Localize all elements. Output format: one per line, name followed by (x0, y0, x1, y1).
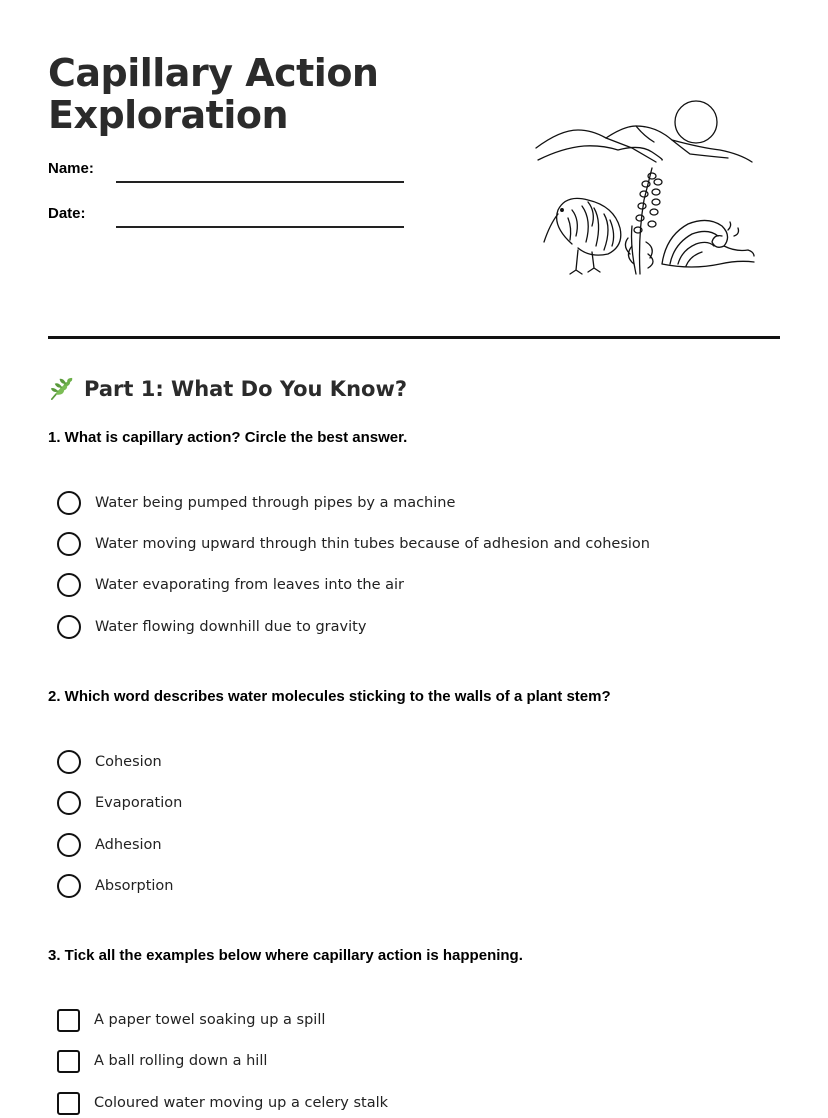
option-label: Water flowing downhill due to gravity (95, 619, 367, 635)
q2-option-2[interactable] (57, 790, 182, 816)
date-field[interactable] (116, 226, 404, 228)
q2-option-3[interactable] (57, 832, 162, 858)
part-1-heading (48, 374, 407, 404)
q3-option-2[interactable] (57, 1048, 267, 1074)
radio-button[interactable] (57, 615, 81, 639)
title-line-1: Capillary Action (48, 51, 379, 95)
option-label: Water evaporating from leaves into the air (95, 577, 405, 593)
question-2: 2. Which word describes water molecules sticking to the walls of a plant stem? (48, 688, 611, 705)
checkbox[interactable] (57, 1009, 80, 1032)
option-label: A ball rolling down a hill (94, 1053, 268, 1069)
question-1: 1. What is capillary action? Circle the best answer. (48, 429, 408, 446)
date-label: Date: (48, 205, 86, 222)
option-label: Cohesion (95, 754, 162, 770)
option-label: Absorption (95, 878, 174, 894)
option-label: Evaporation (95, 795, 183, 811)
option-label: Water being pumped through pipes by a machine (95, 495, 456, 511)
name-label: Name: (48, 160, 94, 177)
checkbox[interactable] (57, 1050, 80, 1073)
name-field[interactable] (116, 181, 404, 183)
radio-button[interactable] (57, 874, 81, 898)
option-label: Water moving upward through thin tubes because of adhesion and cohesion (95, 536, 650, 552)
checkbox[interactable] (57, 1092, 80, 1115)
radio-button[interactable] (57, 573, 81, 597)
nz-landscape-illustration (532, 96, 760, 282)
q2-option-1[interactable] (57, 749, 162, 775)
radio-button[interactable] (57, 791, 81, 815)
part-1-title: Part 1: What Do You Know? (84, 377, 408, 401)
option-label: Adhesion (95, 837, 162, 853)
question-3: 3. Tick all the examples below where capillary action is happening. (48, 947, 523, 964)
section-divider (48, 336, 780, 339)
option-label: A paper towel soaking up a spill (94, 1012, 326, 1028)
radio-button[interactable] (57, 833, 81, 857)
radio-button[interactable] (57, 532, 81, 556)
option-label: Coloured water moving up a celery stalk (94, 1095, 389, 1111)
radio-button[interactable] (57, 750, 81, 774)
q1-option-3[interactable] (57, 572, 404, 598)
q1-option-4[interactable] (57, 614, 366, 640)
title-line-2: Exploration (48, 93, 289, 137)
q1-option-2[interactable] (57, 531, 650, 557)
q3-option-1[interactable] (57, 1007, 325, 1033)
q3-option-3[interactable] (57, 1090, 388, 1116)
q2-option-4[interactable] (57, 873, 174, 899)
radio-button[interactable] (57, 491, 81, 515)
q1-option-1[interactable] (57, 490, 455, 516)
worksheet-title (48, 52, 468, 136)
leaf-icon (48, 376, 75, 403)
